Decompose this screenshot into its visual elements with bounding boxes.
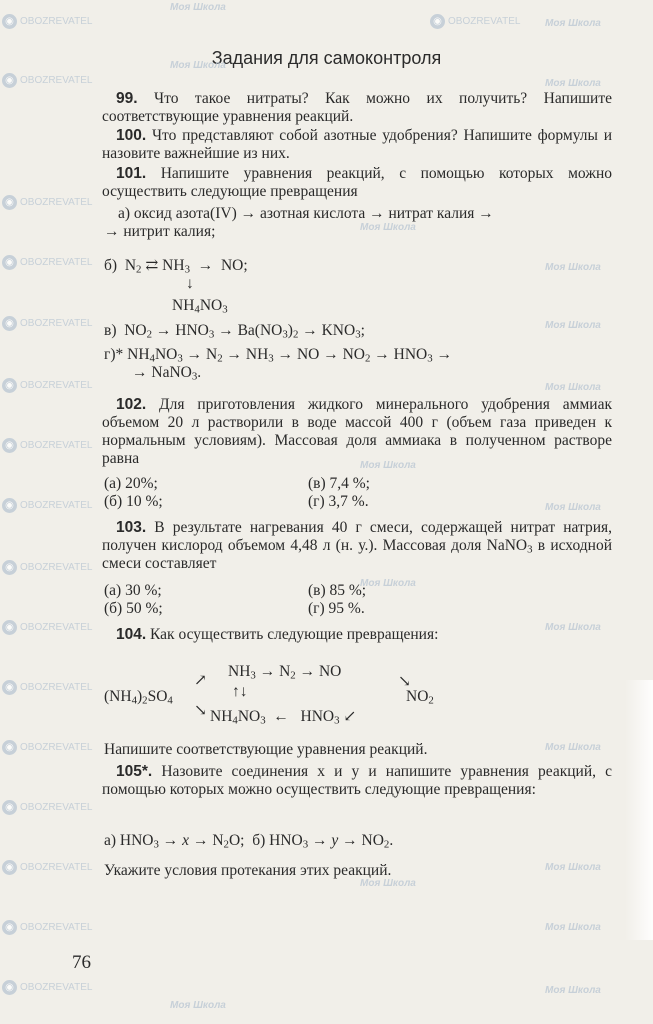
question-101 [102,165,612,201]
watermark-logo-icon: ◉ [2,14,17,29]
question-number: 101. [116,165,147,182]
chain-105: а) $HNO_3 \to x \to N_2O$; б) $HNO_3 \to y \to NO_2$. [104,832,394,851]
answer-option: (г) 95 %. [308,600,365,617]
watermark: ◉ OBOZREVATEL [2,73,92,88]
scheme-top-row: $NH_3 \to N_2$ → NO [228,663,342,682]
question-number: 103. [116,519,147,536]
watermark: Моя Школа [545,985,601,996]
watermark-logo-icon: ◉ [2,438,17,453]
watermark: ◉ OBOZREVATEL [2,195,92,210]
question-number: 105*. [116,763,153,780]
question-text: В результате нагревания 40 г смеси, содержащей нитрат натрия, получен кислород объемом 4,48 л (н. у.). Массовая доля [102,519,613,554]
watermark: Моя Школа [545,382,601,393]
watermark-logo-icon: ◉ [2,620,17,635]
watermark: ◉ OBOZREVATEL [2,740,92,755]
answer-option: (б) 10 %; [104,493,163,510]
question-103: 103. В результате нагревания 40 г смеси, содержащей нитрат натрия, получен кислород объемом 4,48 л (н. у.). Массовая доля NaNO$_3$ в исходной смеси составляет [102,519,613,572]
question-99 [102,90,612,126]
question-text: Напишите уравнения реакций, с помощью которых можно осуществить следующие превращения [102,165,612,200]
watermark-logo-icon: ◉ [2,255,17,270]
scheme-arrows-updown: ↑↓ [232,683,248,700]
scan-edge [625,680,653,940]
question-number: 102. [116,396,147,413]
watermark: Моя Школа [545,320,601,331]
watermark: Моя Школа [360,878,416,889]
watermark: Моя Школа [360,222,416,233]
watermark: Моя Школа [545,78,601,89]
question-number: 99. [116,90,138,107]
watermark: Моя Школа [545,742,601,753]
chain-g-line-2: → NaNO$_3$. [132,364,202,383]
watermark: Моя Школа [170,1000,226,1011]
watermark: Моя Школа [545,502,601,513]
chain-b: б) $N_2$ ⇄ $NH_3$ → NO; [104,257,248,276]
chain-label: в) [104,322,117,339]
watermark-logo-icon: ◉ [2,73,17,88]
answer-option: (а) 30 %; [104,582,162,599]
question-105 [102,763,612,799]
answer-option: (а) 20%; [104,475,158,492]
watermark-logo-icon: ◉ [2,980,17,995]
scheme-arrow-up: ↗ [194,672,207,689]
watermark-logo-icon: ◉ [2,378,17,393]
watermark: Моя Школа [545,622,601,633]
scheme-start: $(NH_4)_2SO_4$ [104,688,173,707]
chain-a-line-1: а) оксид азота(IV) → азотная кислота → нитрат калия → [118,205,494,222]
watermark: Моя Школа [360,578,416,589]
question-text: Как осуществить следующие превращения: [150,626,439,643]
chain-b-product: $NH_4NO_3$ [172,297,228,316]
answer-option: (в) 85 %; [308,582,367,599]
answer-option: (б) 50 %; [104,600,163,617]
watermark: ◉ OBOZREVATEL [2,316,92,331]
watermark: ◉ OBOZREVATEL [2,980,92,995]
watermark-logo-icon: ◉ [2,920,17,935]
watermark: ◉ OBOZREVATEL [2,560,92,575]
scheme-bottom-row: $NH_4NO_3$ ← $HNO_3$ ↙ [210,708,357,727]
question-text: Что такое нитраты? Как можно их получить? Напишите соответствующие уравнения реакций. [102,90,612,125]
watermark-logo-icon: ◉ [2,860,17,875]
question-104 [102,626,612,644]
watermark-logo-icon: ◉ [2,680,17,695]
scheme-arrow-down-right: ↘ [398,673,411,690]
chain-v: в) $NO_2 \to HNO_3 \to Ba(NO_3)_2 \to KNO_3$; [104,322,365,341]
watermark: Моя Школа [545,922,601,933]
watermark: ◉ OBOZREVATEL [2,860,92,875]
question-102 [102,396,612,468]
chain-label: б) [104,257,118,274]
watermark-logo-icon: ◉ [2,316,17,331]
question-104-footer: Напишите соответствующие уравнения реакций. [104,741,428,758]
watermark: Моя Школа [170,2,226,13]
watermark: ◉ OBOZREVATEL [2,680,92,695]
page-number: 76 [72,952,91,973]
watermark: ◉ OBOZREVATEL [2,498,92,513]
watermark: ◉ OBOZREVATEL [2,920,92,935]
watermark-logo-icon: ◉ [2,740,17,755]
watermark: Моя Школа [545,18,601,29]
answer-option: (г) 3,7 %. [308,493,369,510]
question-number: 104. [116,626,147,643]
watermark: Моя Школа [170,60,226,71]
watermark: ◉ OBOZREVATEL [2,800,92,815]
watermark-logo-icon: ◉ [2,560,17,575]
watermark: ◉ OBOZREVATEL [2,14,92,29]
answer-option: (в) 7,4 %; [308,475,370,492]
watermark: Моя Школа [545,862,601,873]
scheme-arrow-down: ↘ [194,702,207,719]
watermark: Моя Школа [545,262,601,273]
chain-a-line-2: → нитрит калия; [104,223,216,240]
watermark: Моя Школа [360,460,416,471]
watermark-logo-icon: ◉ [2,195,17,210]
question-text: Назовите соединения x и y и напишите уравнения реакций, с помощью которых можно осуществить следующие превращения: [102,763,613,798]
chain-label: г)* [104,346,124,363]
watermark: ◉ OBOZREVATEL [2,620,92,635]
arrow-down: ↓ [186,275,194,292]
watermark-logo-icon: ◉ [430,14,445,29]
watermark: ◉ OBOZREVATEL [2,438,92,453]
question-text-end: в исходной смеси составляет [102,537,612,572]
question-number: 100. [116,127,147,144]
question-text: Что представляют собой азотные удобрения? Напишите формулы и назовите важнейшие из них. [102,127,612,162]
question-text: Для приготовления жидкого минерального удобрения аммиак объемом 20 л растворили в воде массой 400 г (объем газа приведен к нормальным условиям). Массовая доля аммиака в полученном растворе равна [102,396,612,467]
scheme-right: $NO_2$ [406,688,434,707]
watermark: ◉ OBOZREVATEL [430,14,520,29]
page-title: Задания для самоконтроля [211,48,442,68]
question-100 [102,127,612,163]
chain-g-line-1: г)* $NH_4NO_3 \to N_2 \to NH_3$ → NO → $NO_2 \to HNO_3$ → [104,346,453,365]
watermark: ◉ OBOZREVATEL [2,255,92,270]
watermark-logo-icon: ◉ [2,498,17,513]
watermark: ◉ OBOZREVATEL [2,378,92,393]
watermark-logo-icon: ◉ [2,800,17,815]
question-105-footer: Укажите условия протекания этих реакций. [104,862,392,879]
